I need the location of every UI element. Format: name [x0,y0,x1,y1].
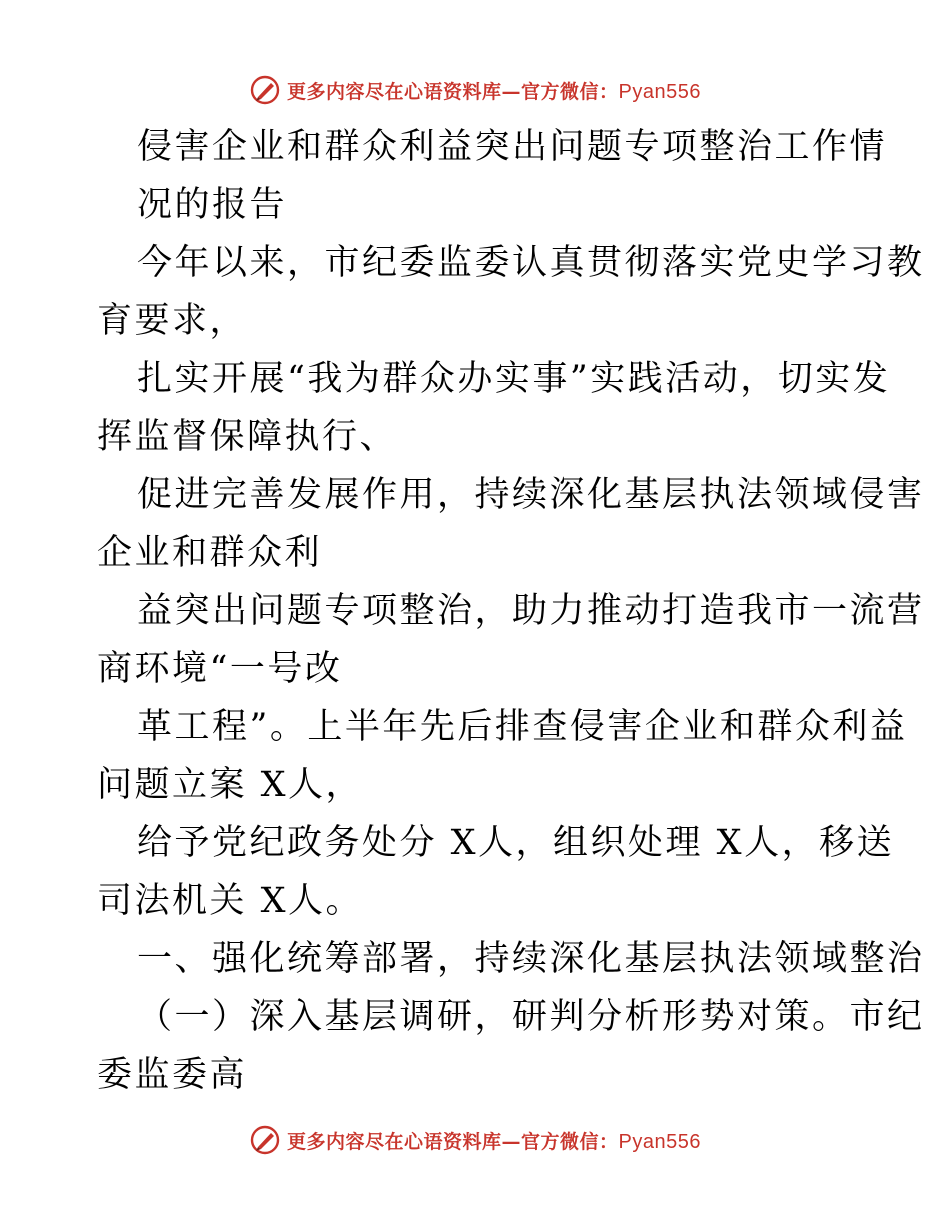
document-line: 扎实开展“我为群众办实事”实践活动，切实发 [137,359,891,399]
document-line: 一、强化统筹部署，持续深化基层执法领域整治 [137,939,925,979]
document-line: 况的报告 [137,185,288,225]
header-watermark-text: 更多内容尽在心语资料库—官方微信：Pyan556 [287,80,701,103]
document-line: 委监委高 [97,1055,248,1095]
document-line: 企业和群众利 [97,533,323,573]
document-line: 挥监督保障执行、 [97,417,398,457]
document-line: （一）深入基层调研，研判分析形势对策。市纪 [137,997,925,1037]
document-line: 侵害企业和群众利益突出问题专项整治工作情 [137,127,888,167]
document-line: 商环境“一号改 [97,649,343,689]
document-line: 司法机关 X人。 [97,881,364,921]
pen-logo-icon [249,74,281,106]
pen-logo-icon [249,1124,281,1156]
document-line: 促进完善发展作用，持续深化基层执法领域侵害 [137,475,925,515]
document-line: 给予党纪政务处分 X人，组织处理 X人，移送 [137,823,895,863]
document-line: 育要求， [97,301,248,341]
footer-watermark-text: 更多内容尽在心语资料库—官方微信：Pyan556 [287,1130,701,1153]
header-watermark-banner [0,70,950,110]
document-line: 问题立案 X人， [97,765,364,805]
header-watermark-account: Pyan556 [618,80,701,103]
footer-watermark-banner [0,1120,950,1160]
document-line: 今年以来，市纪委监委认真贯彻落实党史学习教 [137,243,925,283]
document-line: 革工程”。上半年先后排查侵害企业和群众利益 [137,707,908,747]
document-body [97,118,925,1104]
document-line: 益突出问题专项整治，助力推动打造我市一流营 [137,591,925,631]
footer-watermark-account: Pyan556 [618,1130,701,1153]
